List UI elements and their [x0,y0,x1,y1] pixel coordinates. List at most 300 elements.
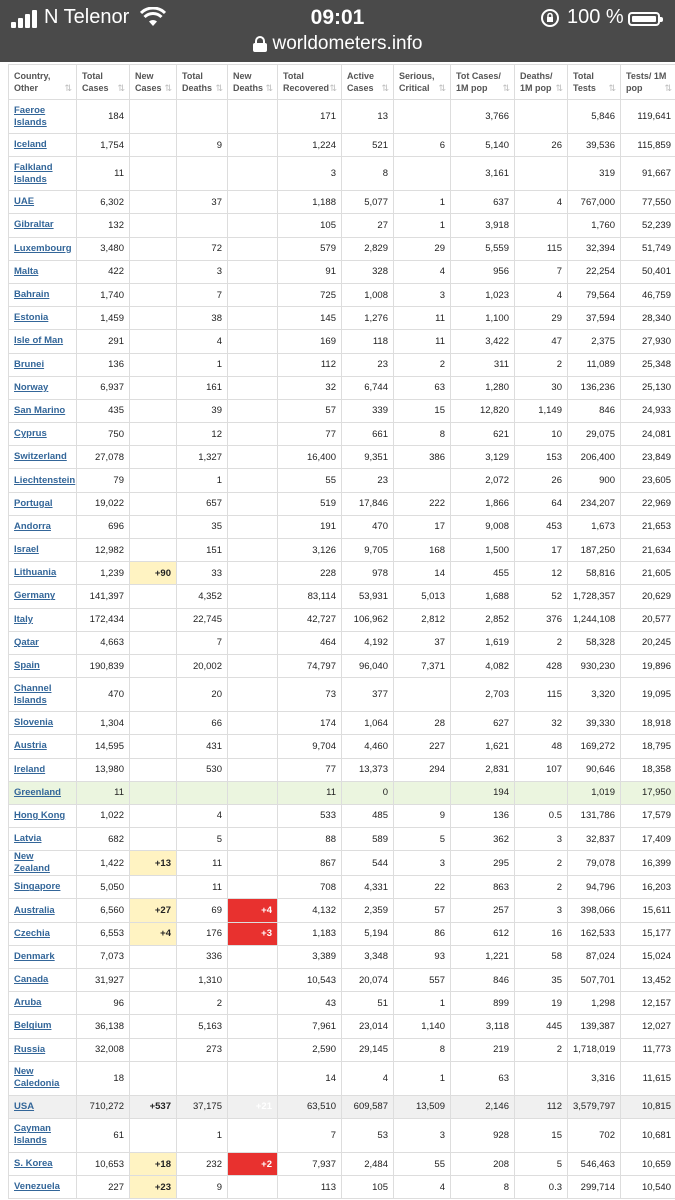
country-link[interactable]: Malta [14,265,39,277]
table-cell: 956 [451,260,515,283]
table-cell [130,492,177,515]
country-link[interactable]: Italy [14,613,34,625]
table-cell: 19,022 [77,492,130,515]
country-cell [9,1118,77,1152]
table-cell [228,654,278,677]
table-cell: 336 [177,945,228,968]
table-header-row [9,65,675,100]
table-cell: 18,358 [621,758,675,781]
country-link[interactable]: Germany [14,590,56,602]
table-cell [228,515,278,538]
table-cell: 9 [177,134,228,157]
column-header-label: New Deaths [233,71,264,93]
table-cell [130,1118,177,1152]
sort-arrows-icon[interactable]: ⇅ [502,83,510,93]
table-cell [228,307,278,330]
table-cell: 13,373 [342,758,394,781]
table-row [9,399,675,422]
table-cell: 30 [515,376,568,399]
country-link[interactable]: Greenland [14,786,61,798]
table-cell: 9,351 [342,446,394,469]
table-cell: 3,348 [342,945,394,968]
table-row [9,539,675,562]
table-row [9,899,675,922]
country-link[interactable]: Israel [14,544,39,556]
country-link[interactable]: Slovenia [14,717,54,729]
country-link[interactable]: Switzerland [14,451,67,463]
country-link[interactable]: Cyprus [14,428,47,440]
column-header-label: Active Cases [347,71,375,93]
table-cell: 5 [394,828,451,851]
table-cell [228,876,278,899]
table-cell: 18,795 [621,735,675,758]
table-cell: 12,820 [451,399,515,422]
country-cell [9,214,77,237]
country-cell [9,376,77,399]
country-link[interactable]: Canada [14,974,49,986]
sort-arrows-icon[interactable]: ⇅ [608,83,616,93]
table-row [9,423,675,446]
sort-arrows-icon[interactable]: ⇅ [215,83,223,93]
column-header-label: Deaths/ 1M pop [520,71,553,93]
table-cell: 11 [77,157,130,191]
lock-icon [253,36,267,52]
table-cell: 4,132 [278,899,342,922]
country-link[interactable]: New Caledonia [14,1066,60,1090]
table-cell: 1,008 [342,283,394,306]
table-cell: 73 [278,678,342,712]
table-cell [228,469,278,492]
table-cell [228,851,278,876]
column-header[interactable] [228,65,278,100]
table-cell: 28 [394,712,451,735]
country-link[interactable]: Faeroe Islands [14,104,47,128]
table-cell: 1,728,357 [568,585,621,608]
table-cell: 1,239 [77,562,130,585]
sort-arrows-icon[interactable]: ⇅ [381,83,389,93]
table-cell [228,945,278,968]
column-header[interactable] [394,65,451,100]
table-row [9,608,675,631]
country-cell [9,1152,77,1175]
table-cell: 172,434 [77,608,130,631]
table-cell: 1 [177,1118,228,1152]
table-cell: 1,422 [77,851,130,876]
table-cell: 533 [278,804,342,827]
table-cell [228,399,278,422]
table-cell [228,260,278,283]
table-cell: 11,615 [621,1061,675,1095]
sort-arrows-icon[interactable]: ⇅ [329,83,337,93]
table-cell [130,585,177,608]
table-row [9,492,675,515]
table-cell: 1,500 [451,539,515,562]
table-cell: 106,962 [342,608,394,631]
table-cell [515,214,568,237]
table-cell: 16 [515,922,568,945]
table-cell: 1,327 [177,446,228,469]
table-cell: 50,401 [621,260,675,283]
table-cell: 5,013 [394,585,451,608]
country-cell [9,157,77,191]
country-link[interactable]: Portugal [14,497,53,509]
table-cell: 37 [394,631,451,654]
country-link[interactable]: Czechia [14,927,50,939]
column-header-label: Total Cases [82,71,109,93]
table-cell [177,157,228,191]
table-cell [228,191,278,214]
country-link[interactable]: UAE [14,196,35,208]
table-cell [130,399,177,422]
table-cell: +537 [130,1095,177,1118]
country-link[interactable]: Bahrain [14,289,50,301]
table-cell: 637 [451,191,515,214]
table-cell: 13,509 [394,1095,451,1118]
table-cell [130,945,177,968]
table-cell: 445 [515,1015,568,1038]
country-link[interactable]: Spain [14,660,40,672]
table-cell: 27,078 [77,446,130,469]
country-link[interactable]: Falkland Islands [14,161,53,185]
table-cell: 4 [177,804,228,827]
table-cell [130,353,177,376]
table-cell: 17 [515,539,568,562]
country-link[interactable]: Russia [14,1043,46,1055]
table-cell [228,992,278,1015]
country-link[interactable]: S. Korea [14,1158,53,1170]
sort-arrows-icon[interactable]: ⇅ [117,83,125,93]
address-bar[interactable] [0,33,675,57]
rotation-lock-icon [540,8,560,28]
table-cell [394,678,451,712]
table-cell: 257 [451,899,515,922]
country-cell [9,237,77,260]
table-cell: 4 [394,1176,451,1199]
table-cell: 1,022 [77,804,130,827]
table-cell: 105 [342,1176,394,1199]
table-cell: 863 [451,876,515,899]
table-cell: 2,812 [394,608,451,631]
table-cell: 2,831 [451,758,515,781]
table-cell: 58,328 [568,631,621,654]
table-cell: 14 [394,562,451,585]
table-cell: 8 [394,423,451,446]
table-cell: 5 [177,828,228,851]
country-cell [9,828,77,851]
table-cell [130,712,177,735]
battery-icon [628,12,660,26]
table-cell: 20,002 [177,654,228,677]
sort-arrows-icon[interactable]: ⇅ [664,83,672,93]
sort-arrows-icon[interactable]: ⇅ [438,83,446,93]
table-cell: 291 [77,330,130,353]
table-cell: 3,389 [278,945,342,968]
table-cell: 4,460 [342,735,394,758]
table-cell: 5,163 [177,1015,228,1038]
table-row [9,654,675,677]
country-link[interactable]: Austria [14,740,47,752]
country-cell [9,712,77,735]
table-cell [130,515,177,538]
table-cell: 1,754 [77,134,130,157]
column-header[interactable] [515,65,568,100]
country-link[interactable]: Estonia [14,312,49,324]
table-cell: 9,008 [451,515,515,538]
table-cell: 470 [77,678,130,712]
table-cell: 362 [451,828,515,851]
table-cell: 169 [278,330,342,353]
table-cell: 3,126 [278,539,342,562]
column-header[interactable] [568,65,621,100]
country-link[interactable]: Norway [14,381,49,393]
table-cell: 93 [394,945,451,968]
table-cell: 16,203 [621,876,675,899]
table-row [9,678,675,712]
sort-arrows-icon[interactable]: ⇅ [164,83,172,93]
country-link[interactable]: Hong Kong [14,809,66,821]
country-link[interactable]: Singapore [14,881,61,893]
table-cell: 206,400 [568,446,621,469]
table-cell: 63,510 [278,1095,342,1118]
table-cell: 5 [515,1152,568,1175]
table-cell: 10,659 [621,1152,675,1175]
table-cell: 1,023 [451,283,515,306]
table-cell: 428 [515,654,568,677]
table-cell: 14 [278,1061,342,1095]
table-cell [130,237,177,260]
country-cell [9,1015,77,1038]
table-cell: 589 [342,828,394,851]
table-cell: 31,927 [77,969,130,992]
browser-top-bar [0,0,675,62]
country-cell [9,781,77,804]
column-header[interactable] [621,65,675,100]
table-cell: 6,560 [77,899,130,922]
table-cell: 7 [177,283,228,306]
country-link[interactable]: Ireland [14,763,46,775]
table-cell: 32,394 [568,237,621,260]
table-cell: 15 [394,399,451,422]
table-cell: 4,331 [342,876,394,899]
table-cell: 2 [515,876,568,899]
table-cell: 23,014 [342,1015,394,1038]
table-cell [130,539,177,562]
country-link[interactable]: Denmark [14,950,55,962]
country-link[interactable]: Australia [14,904,55,916]
url-text[interactable]: worldometers.info [272,33,423,54]
table-row [9,922,675,945]
table-cell: 1,718,019 [568,1038,621,1061]
table-cell: 11 [77,781,130,804]
table-cell: 112 [515,1095,568,1118]
table-cell: 1 [177,353,228,376]
column-header[interactable] [177,65,228,100]
country-link[interactable]: Latvia [14,833,42,845]
table-cell [130,735,177,758]
table-cell [130,758,177,781]
country-link[interactable]: Lithuania [14,567,57,579]
table-cell: 6 [394,134,451,157]
country-cell [9,804,77,827]
table-cell: 4,352 [177,585,228,608]
table-cell: 136 [77,353,130,376]
column-header[interactable] [9,65,77,100]
table-cell: 23,605 [621,469,675,492]
table-cell: 900 [568,469,621,492]
table-cell: 132 [77,214,130,237]
table-cell [228,1015,278,1038]
table-row [9,992,675,1015]
table-cell: 168 [394,539,451,562]
table-cell [177,781,228,804]
table-cell [130,678,177,712]
table-cell: 3 [278,157,342,191]
table-cell: 2,146 [451,1095,515,1118]
country-cell [9,678,77,712]
column-header-label: Tot Cases/ 1M pop [456,71,501,93]
country-cell [9,969,77,992]
sort-arrows-icon[interactable]: ⇅ [265,83,273,93]
country-cell [9,899,77,922]
table-row [9,1118,675,1152]
table-cell [130,631,177,654]
table-cell: 39 [177,399,228,422]
coronavirus-table-container[interactable] [8,64,675,1200]
table-cell: 115 [515,678,568,712]
table-cell: 91,667 [621,157,675,191]
table-cell: 5,194 [342,922,394,945]
table-cell: 112 [278,353,342,376]
country-link[interactable]: Isle of Man [14,335,64,347]
table-cell: 77,550 [621,191,675,214]
table-cell: 899 [451,992,515,1015]
table-cell: 184 [77,100,130,134]
country-link[interactable]: Andorra [14,520,51,532]
sort-arrows-icon[interactable]: ⇅ [555,83,563,93]
table-cell: 79,078 [568,851,621,876]
country-link[interactable]: New Zealand [14,851,50,875]
country-cell [9,992,77,1015]
country-link[interactable]: San Marino [14,404,66,416]
table-cell: 507,701 [568,969,621,992]
table-cell [130,423,177,446]
country-link[interactable]: Luxembourg [14,242,72,254]
column-header[interactable] [130,65,177,100]
table-cell: 10,653 [77,1152,130,1175]
country-link[interactable]: Liechtenstein [14,474,76,486]
table-cell: 25,130 [621,376,675,399]
table-cell: 153 [515,446,568,469]
country-link[interactable]: USA [14,1100,35,1112]
country-link[interactable]: Belgium [14,1020,52,1032]
table-cell: 398,066 [568,899,621,922]
column-header-label: Tests/ 1M pop [626,71,667,93]
country-cell [9,608,77,631]
table-cell: 767,000 [568,191,621,214]
table-cell: 10,815 [621,1095,675,1118]
country-link[interactable]: Channel Islands [14,682,52,706]
table-cell [228,1118,278,1152]
table-cell: 10 [515,423,568,446]
table-cell [228,423,278,446]
table-cell: 32,837 [568,828,621,851]
table-cell [394,469,451,492]
table-cell [130,307,177,330]
table-cell [130,992,177,1015]
table-cell: 579 [278,237,342,260]
table-cell: 52,239 [621,214,675,237]
table-cell: 3,918 [451,214,515,237]
table-cell: 9,705 [342,539,394,562]
table-cell [228,446,278,469]
table-cell: 38 [177,307,228,330]
column-header[interactable] [77,65,130,100]
table-cell: 2,375 [568,330,621,353]
country-cell [9,100,77,134]
table-cell [228,678,278,712]
table-cell: 521 [342,134,394,157]
table-cell: 696 [77,515,130,538]
country-link[interactable]: Gibraltar [14,219,54,231]
table-cell: 20,074 [342,969,394,992]
table-cell: 58,816 [568,562,621,585]
table-cell: 53 [342,1118,394,1152]
country-link[interactable]: Venezuela [14,1181,60,1193]
table-cell: 1,140 [394,1015,451,1038]
table-cell: 119,641 [621,100,675,134]
country-link[interactable]: Qatar [14,636,39,648]
table-cell: +27 [130,899,177,922]
table-cell [130,1015,177,1038]
country-link[interactable]: Cayman Islands [14,1123,51,1147]
country-link[interactable]: Aruba [14,997,42,1009]
country-link[interactable]: Brunei [14,358,45,370]
table-row [9,191,675,214]
sort-arrows-icon[interactable]: ⇅ [64,83,72,93]
column-header[interactable] [278,65,342,100]
column-header[interactable] [342,65,394,100]
table-cell: 8 [451,1176,515,1199]
country-cell [9,446,77,469]
table-cell: 12,027 [621,1015,675,1038]
country-link[interactable]: Iceland [14,139,47,151]
table-cell: 2,703 [451,678,515,712]
table-cell: 22,254 [568,260,621,283]
table-cell: 2 [515,1038,568,1061]
table-cell: 1,276 [342,307,394,330]
table-cell: 1,310 [177,969,228,992]
table-cell [130,191,177,214]
table-cell: 7 [278,1118,342,1152]
table-cell [228,283,278,306]
table-cell: +90 [130,562,177,585]
table-cell [515,157,568,191]
table-cell: 24,081 [621,423,675,446]
table-cell: 3 [394,851,451,876]
table-cell [228,353,278,376]
table-cell [130,157,177,191]
table-cell: 377 [342,678,394,712]
table-cell [228,781,278,804]
table-cell: 1,459 [77,307,130,330]
table-cell: 702 [568,1118,621,1152]
table-cell: 7,073 [77,945,130,968]
table-row [9,134,675,157]
table-row [9,353,675,376]
table-cell: 19 [515,992,568,1015]
table-cell [177,100,228,134]
column-header[interactable] [451,65,515,100]
